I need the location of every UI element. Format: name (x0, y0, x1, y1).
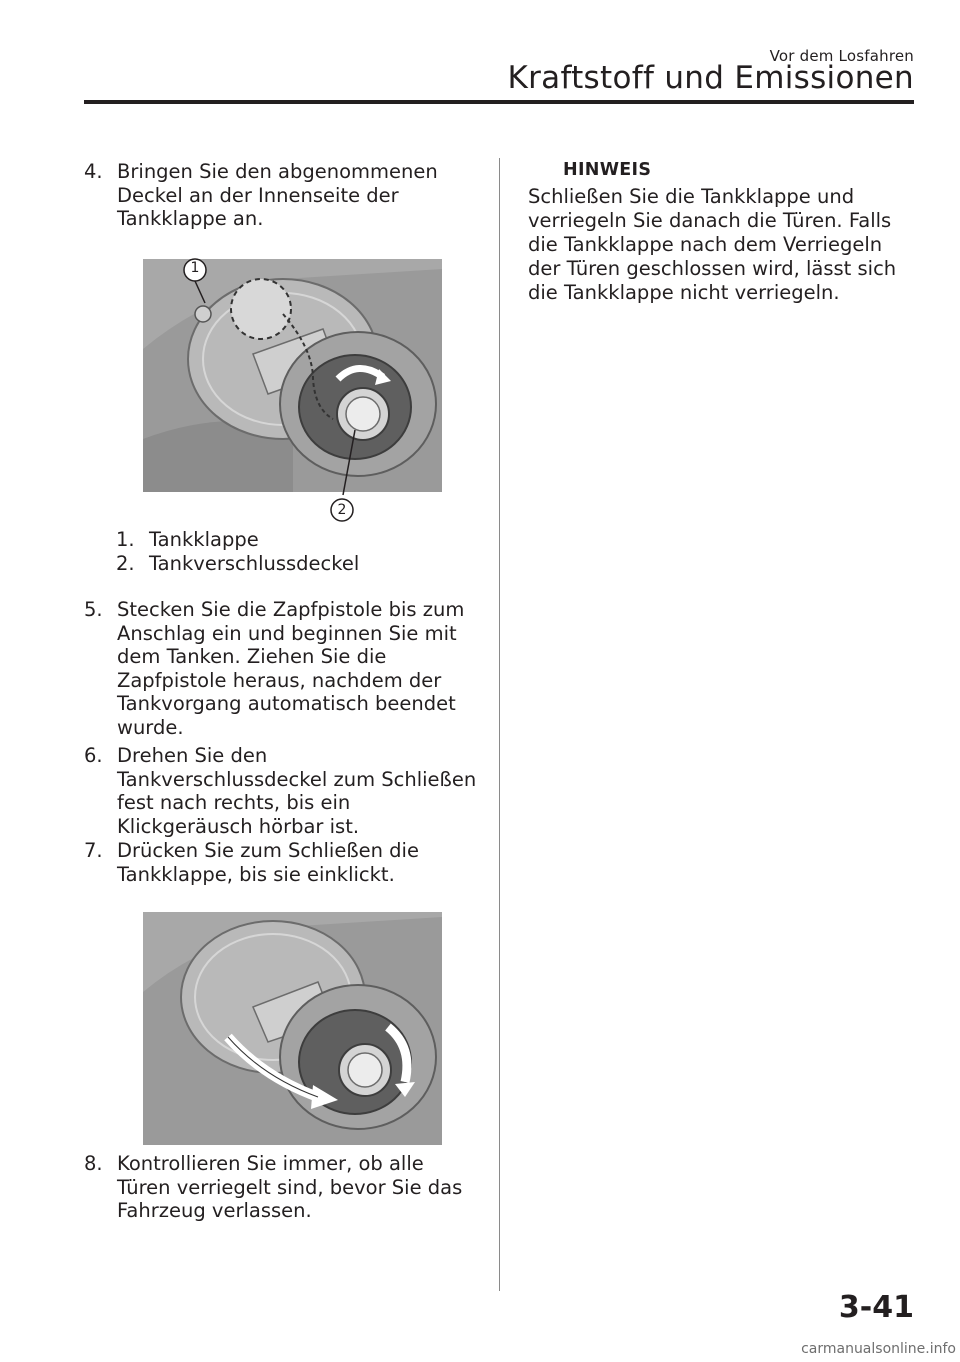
note-heading: HINWEIS (563, 160, 652, 180)
callout-1-label: 1 (190, 260, 200, 276)
step-8 (84, 1152, 479, 1224)
step-5 (84, 598, 479, 740)
step-number: 7. (84, 839, 103, 862)
figure-close-fuel-door (143, 912, 442, 1145)
watermark: carmanualsonline.info (801, 1341, 956, 1357)
step-7 (84, 839, 479, 887)
legend-text: Tankklappe (149, 528, 259, 551)
column-divider (499, 158, 500, 1291)
step-number: 5. (84, 598, 103, 621)
callout-2-label: 2 (337, 502, 347, 518)
legend-number: 2. (116, 552, 135, 575)
step-number: 4. (84, 160, 103, 183)
note-body: Schließen Sie die Tankklappe und verriegeln Sie danach die Türen. Falls die Tankklappe nach dem Verriegeln der Türen geschlossen wird, lässt sich die Tankklappe nicht verriegeln. (528, 185, 897, 304)
page-title: Kraftstoff und Emissionen (507, 60, 914, 96)
legend-text: Tankverschlussdeckel (149, 552, 360, 575)
page-number: 3-41 (838, 1290, 914, 1325)
header-section-label: Vor dem Losfahren (769, 47, 914, 65)
step-4 (84, 160, 479, 232)
step-number: 8. (84, 1152, 103, 1175)
step-text: Bringen Sie den abgenommenen Deckel an der Innenseite der Tankklappe an. (117, 160, 438, 230)
step-text: Stecken Sie die Zapfpistole bis zum Anschlag ein und beginnen Sie mit dem Tanken. Ziehen Sie die Zapfpistole heraus, nachdem der Tankvorgang automatisch beendet wurde. (117, 598, 465, 739)
header-rule (84, 100, 914, 104)
step-text: Drücken Sie zum Schließen die Tankklappe, bis sie einklickt. (117, 839, 419, 886)
step-number: 6. (84, 744, 103, 767)
step-text: Drehen Sie den Tankverschlussdeckel zum Schließen fest nach rechts, bis ein Klickgeräusch hörbar ist. (117, 744, 477, 838)
legend-number: 1. (116, 528, 135, 551)
fuel-door-closing-illustration (143, 912, 442, 1145)
step-6 (84, 744, 479, 840)
step-text: Kontrollieren Sie immer, ob alle Türen verriegelt sind, bevor Sie das Fahrzeug verlassen. (117, 1152, 463, 1222)
